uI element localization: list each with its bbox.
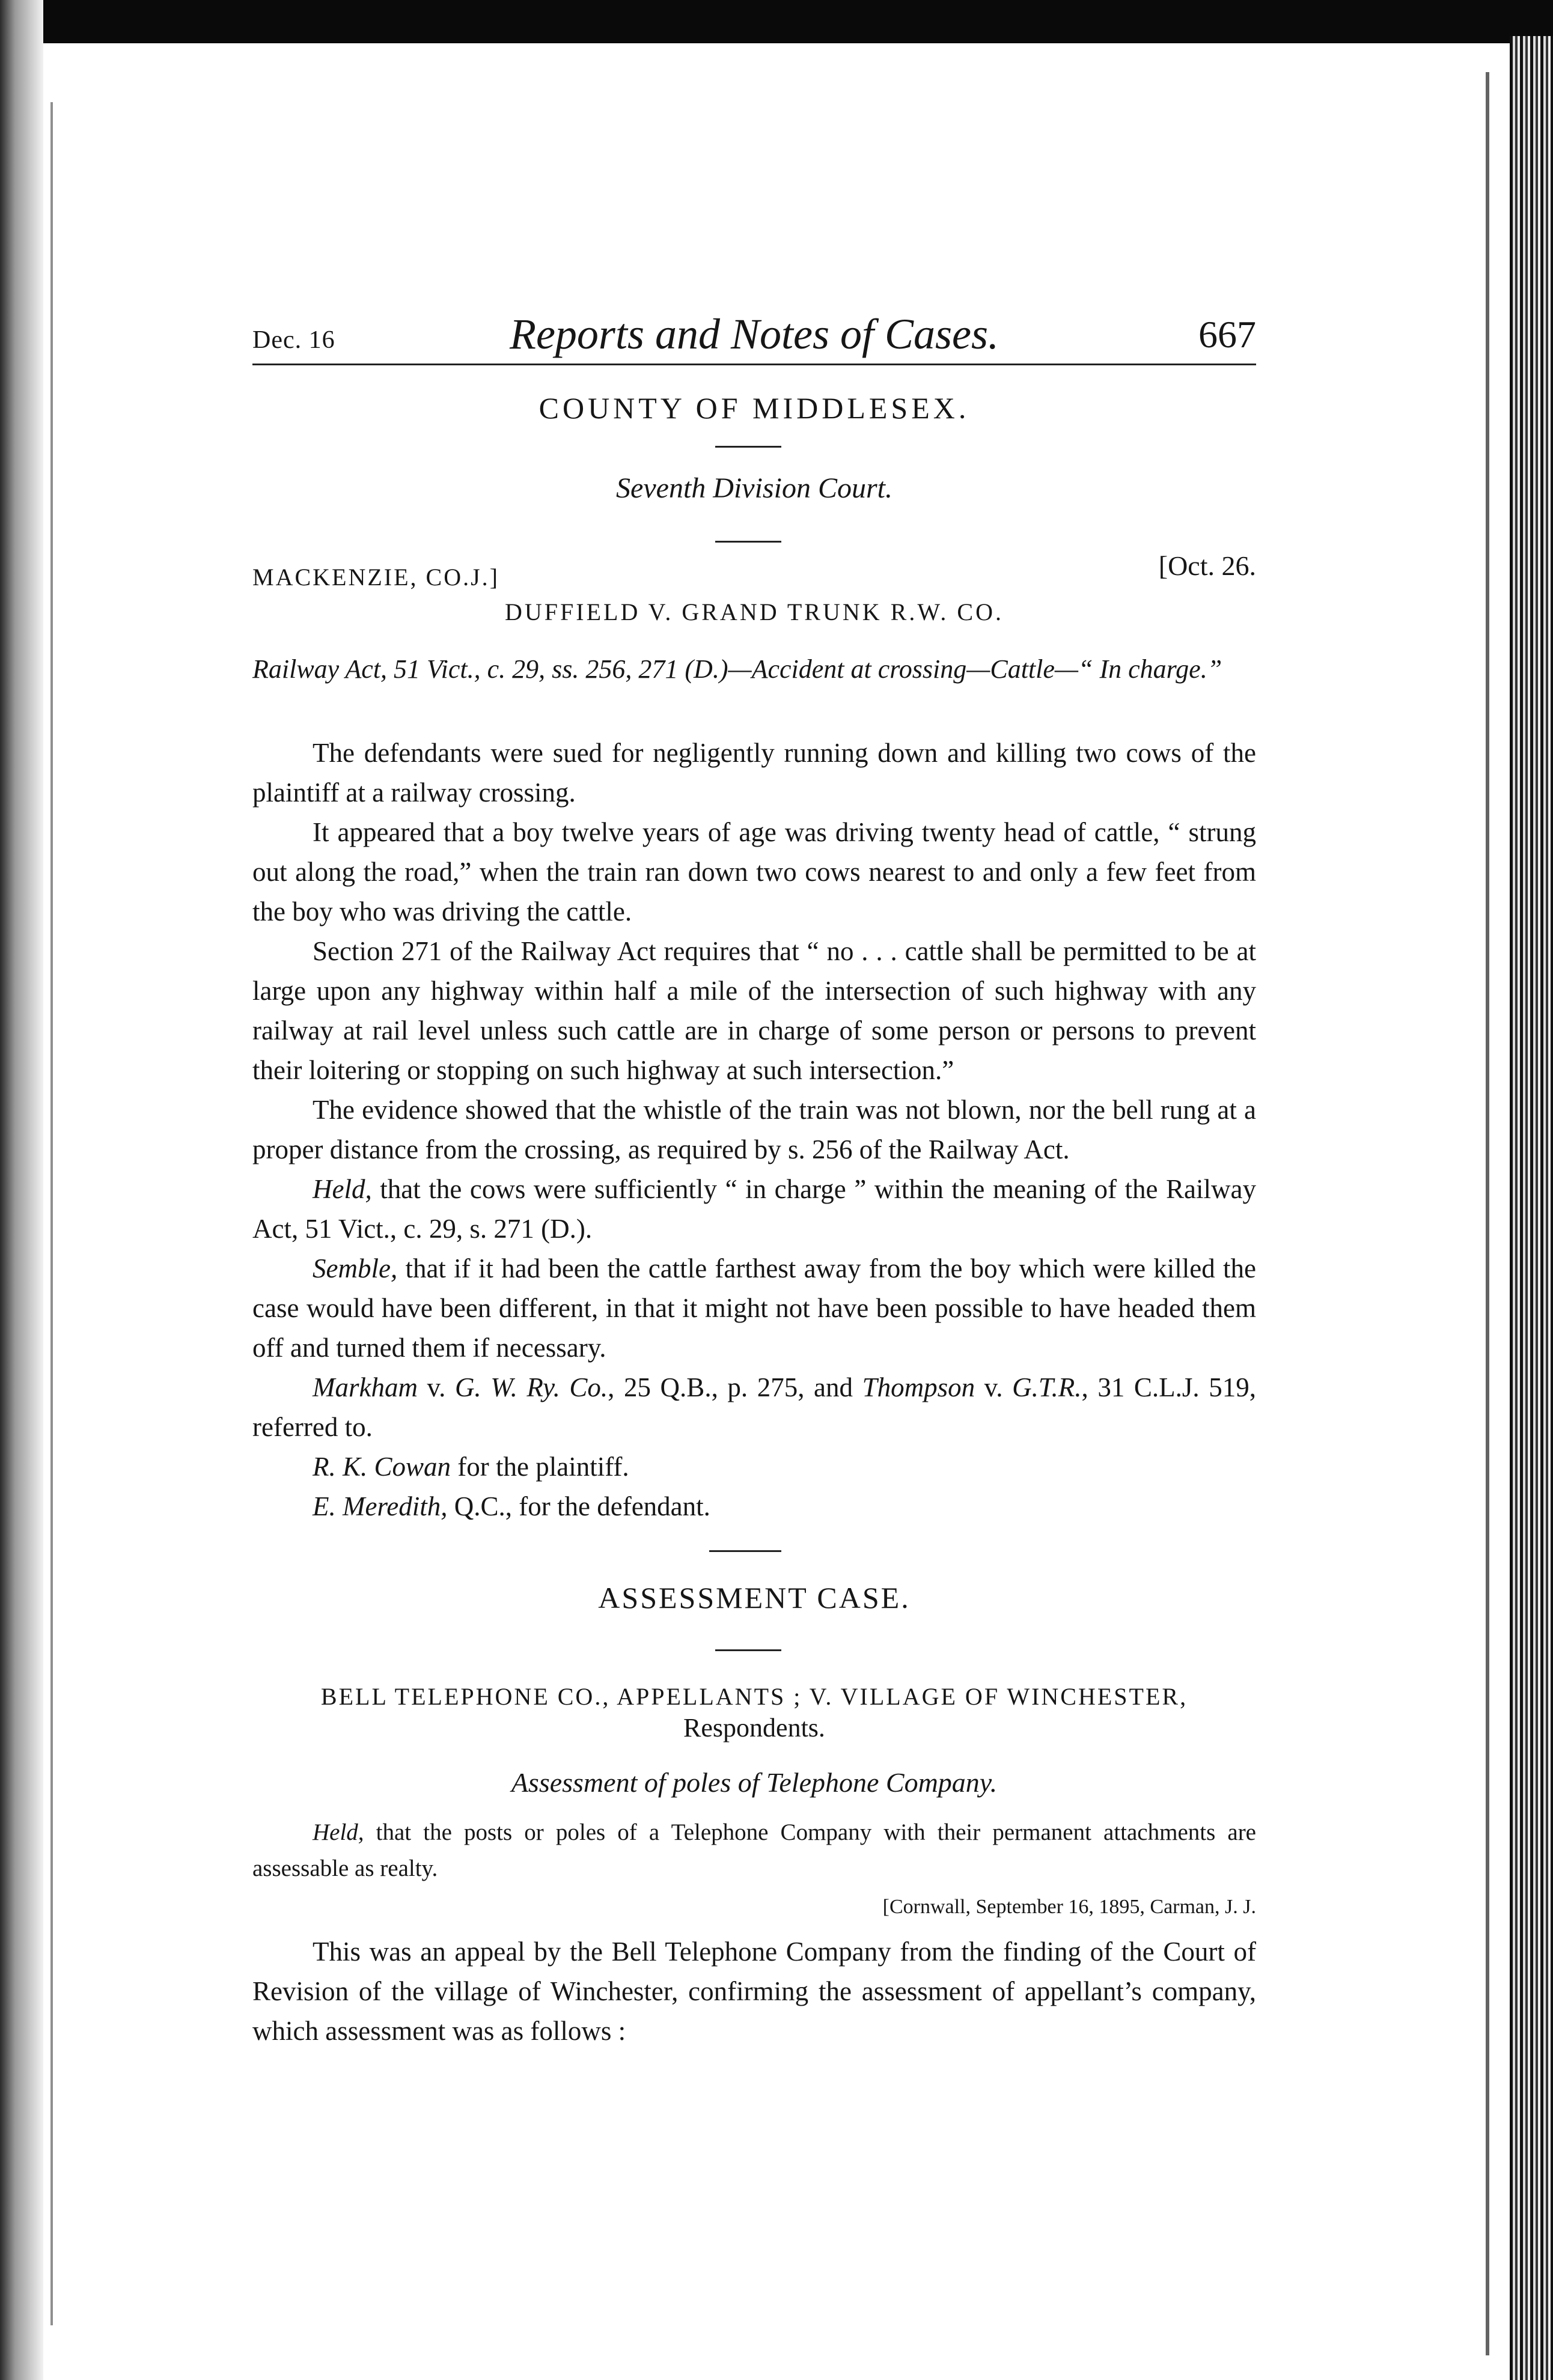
paragraph-facts: The defendants were sued for negligently running down and killing two cows of the plaintiff at a railway crossing. xyxy=(252,738,1256,808)
section2-body xyxy=(252,1932,1256,2051)
cited-ref-2: , 31 C.L.J. 519, referred to. xyxy=(252,1372,1256,1442)
assessment-divider xyxy=(715,1649,781,1651)
page-edge-right xyxy=(1486,72,1489,2355)
paragraph-appearance: It appeared that a boy twelve years of age was driving twenty head of cattle, “ strung out along the road,” when the train ran down two cows nearest to and only a few feet from the boy who was driving the cattle. xyxy=(252,817,1256,927)
scan-border-left xyxy=(0,0,43,2380)
paragraph-held xyxy=(252,1169,1256,1249)
cited-party-1: G. W. Ry. Co. xyxy=(454,1372,608,1402)
scan-border-top xyxy=(0,0,1553,43)
counsel-plaintiff xyxy=(252,1447,1256,1487)
court-name: Seventh Division Court. xyxy=(616,472,892,504)
running-head-title: Reports and Notes of Cases. xyxy=(509,310,999,358)
county-heading: COUNTY OF MIDDLESEX. xyxy=(539,391,970,425)
paragraph-evidence: The evidence showed that the whistle of the train was not blown, nor the bell rung at a proper distance from the crossing, as required by s. 256 of the Railway Act. xyxy=(252,1095,1256,1164)
paragraph-cited-cases xyxy=(252,1368,1256,1447)
cited-ref-1: , 25 Q.B., p. 275, and xyxy=(608,1372,862,1402)
semble-label: Semble, xyxy=(313,1253,398,1283)
assessment-opening-paragraph: This was an appeal by the Bell Telephone Company from the finding of the Court of Revision of the village of Winchester, confirming the assessment of appellant’s company, which assessment was as follows : xyxy=(252,1937,1256,2046)
assessment-held-text: that the posts or poles of a Telephone Company with their permanent attachments are assessable as realty. xyxy=(252,1819,1256,1881)
headnote-text: Railway Act, 51 Vict., c. 29, ss. 256, 271 (D.)—Accident at crossing—Cattle—“ In charge.” xyxy=(252,654,1222,684)
held-text: that the cows were sufficiently “ in charge ” within the meaning of the Railway Act, 51 Vict., c. 29, s. 271 (D.). xyxy=(252,1174,1256,1244)
semble-text: that if it had been the cattle farthest away from the boy which were killed the case would have been different, in that it might not have been possible to have headed them off and turned them if necessary. xyxy=(252,1253,1256,1363)
cited-party-2: G.T.R. xyxy=(1012,1372,1082,1402)
section1-body xyxy=(252,733,1256,1526)
page-edge-left xyxy=(50,102,53,2325)
decision-date: [Oct. 26. xyxy=(1158,550,1256,581)
page-number: 667 xyxy=(1198,313,1256,356)
assessment-citation: [Cornwall, September 16, 1895, Carman, J. J. xyxy=(882,1896,1256,1918)
running-head-date: Dec. 16 xyxy=(252,326,335,354)
versus-2: v. xyxy=(975,1372,1013,1402)
case-title: DUFFIELD V. GRAND TRUNK R.W. CO. xyxy=(505,598,1004,625)
paragraph-semble xyxy=(252,1249,1256,1368)
assessment-held xyxy=(252,1815,1256,1887)
heading-divider xyxy=(715,446,781,448)
scan-border-right xyxy=(1510,36,1553,2380)
plaintiff-counsel-name: R. K. Cowan xyxy=(313,1452,451,1482)
counsel-defendant xyxy=(252,1487,1256,1526)
judge-date-line xyxy=(252,550,1256,591)
parties-line-1: BELL TELEPHONE CO., APPELLANTS ; V. VILLAGE OF WINCHESTER, xyxy=(320,1683,1188,1710)
assessment-held-label: Held, xyxy=(313,1819,364,1845)
header-rule xyxy=(252,364,1256,365)
paragraph-statute: Section 271 of the Railway Act requires that “ no . . . cattle shall be permitted to be at large upon any highway within half a mile of the intersection of such highway with any railway at rail level unless such cattle are in charge of some person or persons to prevent their loitering or stopping on such highway at such intersection.” xyxy=(252,936,1256,1085)
running-head xyxy=(252,300,1256,361)
defendant-counsel-role: Q.C., for the defendant. xyxy=(447,1491,710,1521)
assessment-headnote xyxy=(252,1815,1256,1887)
assessment-subtitle: Assessment of poles of Telephone Company. xyxy=(511,1767,998,1798)
section-divider xyxy=(709,1550,781,1552)
assessment-heading: ASSESSMENT CASE. xyxy=(598,1581,911,1615)
parties-line-2: Respondents. xyxy=(683,1713,825,1742)
headnote xyxy=(252,652,1256,687)
court-divider xyxy=(715,541,781,543)
judge-name: MACKENZIE, CO.J.] xyxy=(252,564,499,591)
held-label: Held, xyxy=(313,1174,372,1204)
plaintiff-counsel-role: for the plaintiff. xyxy=(451,1452,629,1482)
cited-case-1: Markham xyxy=(313,1372,418,1402)
cited-case-2: Thompson xyxy=(862,1372,975,1402)
versus-1: v. xyxy=(417,1372,455,1402)
defendant-counsel-name: E. Meredith, xyxy=(313,1491,448,1521)
